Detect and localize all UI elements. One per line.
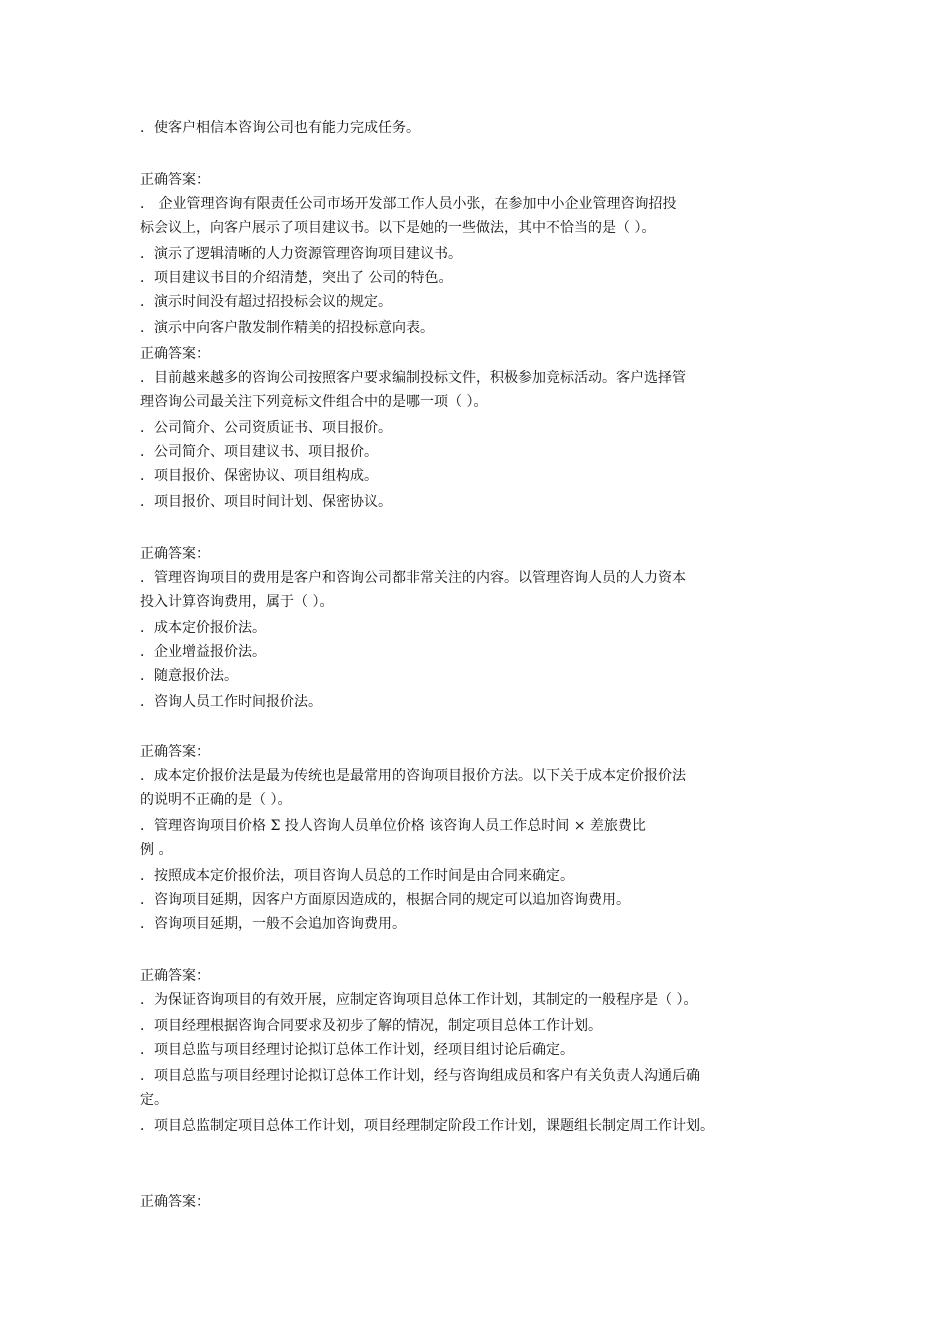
option-line: ．项目总监与项目经理讨论拟订总体工作计划，经项目组讨论后确定。 bbox=[140, 1042, 574, 1058]
question-line: ．为保证咨询项目的有效开展，应制定咨询项目总体工作计划，其制定的一般程序是（ ）。 bbox=[140, 992, 698, 1008]
option-line: ．演示了逻辑清晰的人力资源管理咨询项目建议书。 bbox=[140, 246, 462, 262]
question-line: 标会议上，向客户展示了项目建议书。以下是她的一些做法，其中不恰当的是（ ）。 bbox=[140, 220, 656, 236]
option-line: ．咨询项目延期，一般不会追加咨询费用。 bbox=[140, 916, 406, 932]
option-line: ．项目报价、保密协议、项目组构成。 bbox=[140, 468, 378, 484]
option-line: ．企业增益报价法。 bbox=[140, 644, 266, 660]
answer-label: 正确答案： bbox=[140, 172, 210, 188]
option-line: ．咨询人员工作时间报价法。 bbox=[140, 694, 322, 710]
option-line: ．演示时间没有超过招投标会议的规定。 bbox=[140, 294, 392, 310]
option-line: ．使客户相信本咨询公司也有能力完成任务。 bbox=[140, 120, 420, 136]
option-line: ．项目总监与项目经理讨论拟订总体工作计划，经与咨询组成员和客户有关负责人沟通后确 bbox=[140, 1068, 700, 1084]
answer-label: 正确答案： bbox=[140, 546, 210, 562]
answer-label: 正确答案： bbox=[140, 346, 210, 362]
answer-label: 正确答案： bbox=[140, 968, 210, 984]
option-line: ．项目建议书目的介绍清楚，突出了 公司的特色。 bbox=[140, 270, 453, 286]
option-line: ．公司简介、公司资质证书、项目报价。 bbox=[140, 420, 392, 436]
option-line: 定。 bbox=[140, 1092, 168, 1108]
answer-label: 正确答案： bbox=[140, 1194, 210, 1210]
option-line: ．项目经理根据咨询合同要求及初步了解的情况，制定项目总体工作计划。 bbox=[140, 1018, 602, 1034]
question-line: 的说明不正确的是（ ）。 bbox=[140, 792, 292, 808]
answer-label: 正确答案： bbox=[140, 744, 210, 760]
option-line: ．项目报价、项目时间计划、保密协议。 bbox=[140, 494, 392, 510]
option-line: ．随意报价法。 bbox=[140, 668, 238, 684]
question-line: ．目前越来越多的咨询公司按照客户要求编制投标文件，积极参加竞标活动。客户选择管 bbox=[140, 370, 686, 386]
question-line: 投入计算咨询费用，属于（ ）。 bbox=[140, 594, 334, 610]
question-line: ． 企业管理咨询有限责任公司市场开发部工作人员小张，在参加中小企业管理咨询招投 bbox=[140, 196, 677, 212]
question-line: ．成本定价报价法是最为传统也是最常用的咨询项目报价方法。以下关于成本定价报价法 bbox=[140, 768, 686, 784]
option-line: ．按照成本定价报价法，项目咨询人员总的工作时间是由合同来确定。 bbox=[140, 868, 574, 884]
option-line: ．公司简介、项目建议书、项目报价。 bbox=[140, 444, 378, 460]
option-line: ．成本定价报价法。 bbox=[140, 620, 266, 636]
question-line: ．管理咨询项目的费用是客户和咨询公司都非常关注的内容。以管理咨询人员的人力资本 bbox=[140, 570, 686, 586]
option-line: ．演示中向客户散发制作精美的招投标意向表。 bbox=[140, 320, 434, 336]
option-line: ．咨询项目延期，因客户方面原因造成的，根据合同的规定可以追加咨询费用。 bbox=[140, 892, 630, 908]
option-line: ．项目总监制定项目总体工作计划，项目经理制定阶段工作计划，课题组长制定周工作计划。 bbox=[140, 1118, 714, 1134]
option-line: ．管理咨询项目价格 Σ 投人咨询人员单位价格 该咨询人员工作总时间 × 差旅费比 bbox=[140, 818, 646, 834]
question-line: 理咨询公司最关注下列竞标文件组合中的是哪一项（ ）。 bbox=[140, 394, 488, 410]
option-line: 例 。 bbox=[140, 842, 173, 858]
